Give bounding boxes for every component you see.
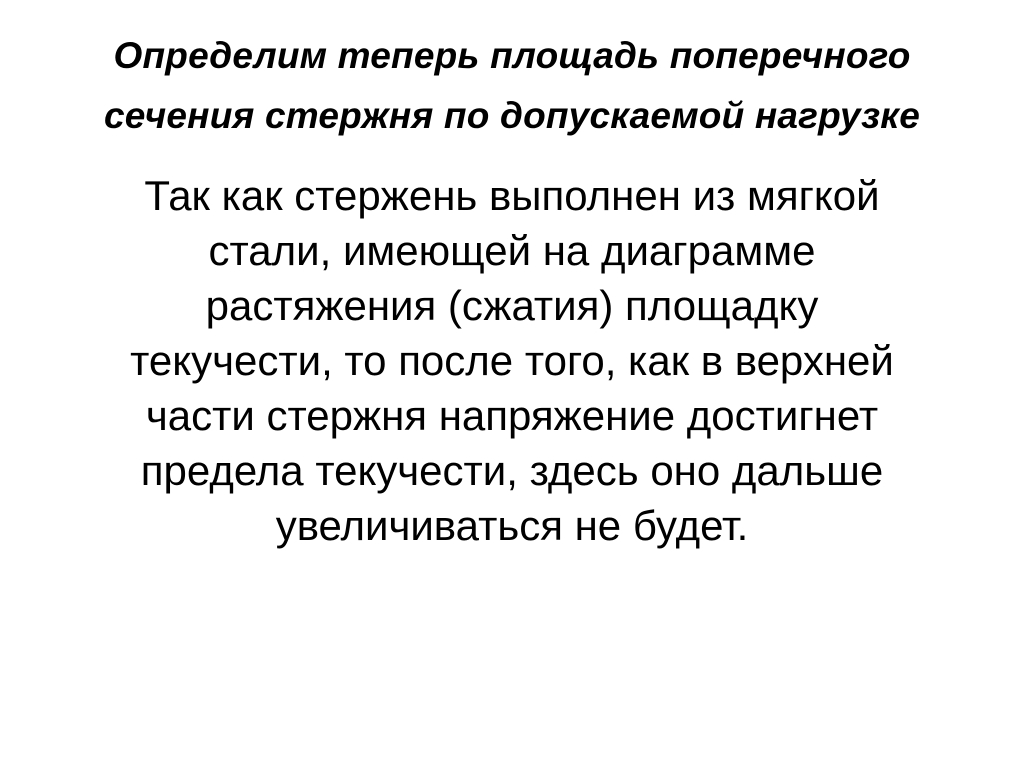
text-line: части стержня напряжение достигнет <box>145 392 879 439</box>
text-line: растяжения (сжатия) площадку <box>205 282 819 329</box>
text-line: предела текучести, здесь оно дальше <box>140 447 884 494</box>
text-line: текучести, то после того, как в верхней <box>130 337 894 384</box>
text-line: сечения стержня по допускаемой нагрузке <box>103 95 921 136</box>
text-line: Определим теперь площадь поперечного <box>113 35 911 76</box>
slide-body-paragraph <box>42 168 982 553</box>
text-line: стали, имеющей на диаграмме <box>208 227 816 274</box>
slide-title <box>32 0 992 146</box>
text-line: Так как стержень выполнен из мягкой <box>144 172 880 219</box>
text-line: увеличиваться не будет. <box>275 502 749 549</box>
